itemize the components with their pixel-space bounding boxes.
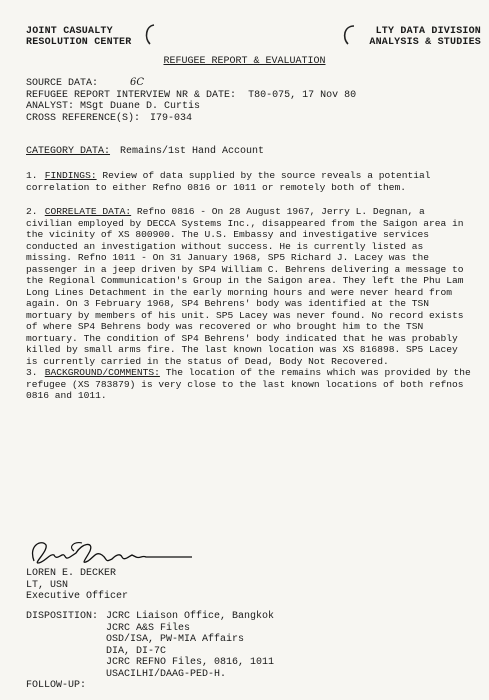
source-row [26, 77, 356, 90]
disposition-block [26, 611, 275, 680]
category-label: CATEGORY DATA: [26, 146, 111, 157]
disposition-item: OSD/ISA, PW-MIA Affairs [106, 634, 245, 645]
report-title: REFUGEE REPORT & EVALUATION [163, 56, 326, 67]
report-fields [26, 77, 356, 124]
signer-name: LOREN E. DECKER [26, 568, 117, 579]
disposition-label: DISPOSITION: [26, 611, 99, 622]
xref-label: CROSS REFERENCE(S): [26, 112, 141, 124]
background-heading: BACKGROUND/COMMENTS: [44, 367, 160, 378]
header-right-line1: LTY DATA DIVISION [375, 26, 481, 37]
analyst-value: MSgt Duane D. Curtis [80, 101, 201, 112]
header-right [369, 26, 481, 48]
disposition-item: JCRC REFNO Files, 0816, 1011 [106, 657, 275, 668]
correlate-paragraph [26, 206, 472, 402]
source-label: SOURCE DATA: [26, 78, 99, 89]
interview-value: T80-075, 17 Nov 80 [248, 89, 357, 101]
interview-row [26, 90, 356, 102]
report-title-wrap [0, 56, 489, 67]
xref-row [26, 113, 356, 125]
correlate-number: 2. [26, 206, 38, 217]
source-value: 6C [130, 77, 145, 88]
background-text: The location of the remains which was provided by the refugee (XS 783879) is very close to the last known locations of both refnos 0816 and 1011. [26, 367, 471, 401]
signer-rank: LT, USN [26, 579, 69, 591]
correlate-text: Refno 0816 - On 28 August 1967, Jerry L. Degnan, a civilian employed by DECCA Systems Inc., disappeared from the Saigon area in the vicinity of XS 800900. The U.S. Embassy and investigative services conducted an investigation without success. He is currently listed as missing. Refno 1011 - On 31 January 1968, SP5 Richard J. Lacey was the passenger in a jeep driven by SP4 William C. Behrens delivering a message to the Regional Communication's Group in the Saigon area. They left the Phu Lam Long Lines Detachment in the early morning hours and were never heard from again. On 3 February 1968, SP4 Behrens' body was identified at the TSN mortuary by members of his unit. SP5 Lacey was never found. No record exists of where SP4 Behrens body was recovered or who brought him to the TSN mortuary. The condition of SP4 Behrens' body indicated that he was probably killed by small arms fire. The last known location was XS 816898. SP5 Lacey is currently carried in the status of Dead, Body Not Recovered. [26, 206, 464, 367]
signature-image [24, 535, 194, 569]
header-left [26, 26, 131, 48]
header-left-line1: JOINT CASUALTY [26, 26, 113, 37]
disposition-item: JCRC Liaison Office, Bangkok [106, 611, 275, 622]
category-value: Remains/1st Hand Account [120, 146, 265, 157]
findings-text: Review of data supplied by the source reveals a potential correlation to either Refno 0816 or 1011 or remotely both of them. [26, 170, 431, 193]
signer-title: Executive Officer [26, 591, 129, 602]
category-row [26, 146, 264, 157]
analyst-row [26, 101, 356, 113]
findings-heading: FINDINGS: [44, 170, 97, 181]
follow-up-label: FOLLOW-UP: [26, 680, 87, 691]
disposition-item: JCRC A&S Files [106, 622, 191, 634]
disposition-item: USACILHI/DAAG-PED-H. [106, 668, 227, 680]
header-right-line2: ANALYSIS & STUDIES [369, 37, 481, 48]
signer-block [26, 568, 128, 603]
findings-number: 1. [26, 170, 38, 181]
header-left-line2: RESOLUTION CENTER [26, 37, 132, 48]
background-number: 3. [26, 367, 38, 378]
interview-label: REFUGEE REPORT INTERVIEW NR & DATE: [26, 89, 237, 101]
disposition-item: DIA, DI-7C [106, 645, 167, 657]
correlate-heading: CORRELATE DATA: [44, 206, 132, 217]
disposition-list [106, 611, 274, 680]
paper-mark [140, 22, 160, 48]
analyst-label: ANALYST: [26, 101, 75, 112]
paper-mark [334, 22, 364, 48]
xref-value: I79-034 [150, 112, 193, 124]
findings-paragraph [26, 170, 472, 193]
